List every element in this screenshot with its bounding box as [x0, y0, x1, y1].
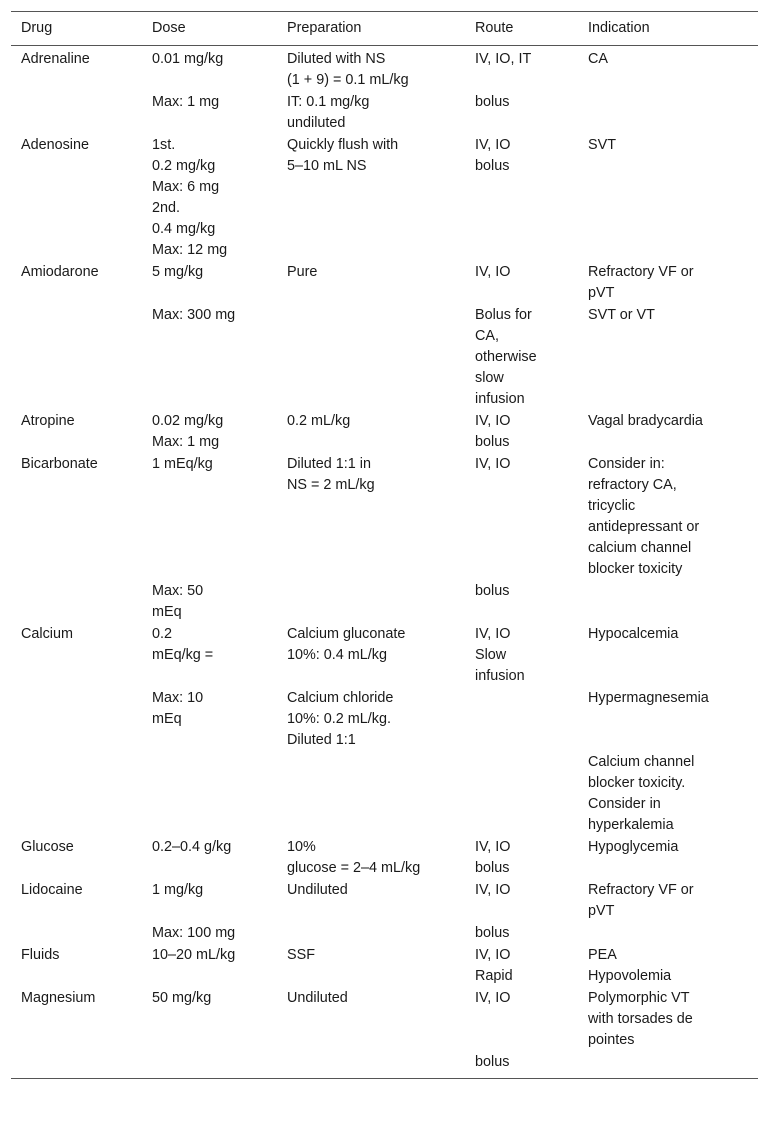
- cell-route: [465, 261, 578, 304]
- cell-line: Quickly flush with: [287, 137, 399, 153]
- cell-line: 1 mEq/kg: [152, 456, 213, 472]
- table-row: [11, 751, 758, 836]
- cell-route: [465, 304, 578, 410]
- cell-line: Max: 300 mg: [152, 307, 236, 323]
- cell-line: blocker toxicity: [588, 561, 683, 577]
- cell-preparation: [277, 453, 465, 580]
- cell-drug: [11, 304, 142, 410]
- cell-line: bolus: [475, 158, 510, 174]
- cell-dose: [142, 879, 277, 922]
- cell-line: Refractory VF or: [588, 264, 694, 280]
- cell-indication: [578, 1051, 758, 1079]
- cell-line: mEq/kg =: [152, 647, 214, 663]
- cell-line: Consider in:: [588, 456, 665, 472]
- cell-line: CA,: [475, 328, 499, 344]
- cell-preparation: [277, 580, 465, 623]
- cell-route: [465, 410, 578, 453]
- cell-line: 1st.: [152, 137, 176, 153]
- cell-drug: [11, 922, 142, 944]
- cell-route: [465, 836, 578, 879]
- cell-line: SVT: [588, 137, 616, 153]
- cell-route: [465, 134, 578, 261]
- cell-line: pVT: [588, 285, 615, 301]
- cell-line: CA: [588, 51, 608, 67]
- cell-line: IV, IO: [475, 839, 511, 855]
- cell-dose: [142, 987, 277, 1051]
- cell-line: 0.2–0.4 g/kg: [152, 839, 232, 855]
- cell-preparation: [277, 879, 465, 922]
- table-row: [11, 91, 758, 134]
- cell-line: IV, IO: [475, 456, 511, 472]
- cell-indication: [578, 922, 758, 944]
- cell-line: Hypovolemia: [588, 968, 672, 984]
- cell-indication: [578, 91, 758, 134]
- cell-line: Pure: [287, 264, 318, 280]
- cell-line: antidepressant or: [588, 519, 700, 535]
- cell-drug: [11, 836, 142, 879]
- cell-line: 0.2: [152, 626, 173, 642]
- cell-line: Magnesium: [21, 990, 96, 1006]
- cell-drug: [11, 944, 142, 987]
- cell-preparation: [277, 751, 465, 836]
- cell-line: Bolus for: [475, 307, 532, 323]
- cell-drug: [11, 46, 142, 92]
- table-row: [11, 944, 758, 987]
- cell-drug: [11, 879, 142, 922]
- cell-dose: [142, 687, 277, 751]
- cell-drug: [11, 1051, 142, 1079]
- cell-line: Calcium chloride: [287, 690, 394, 706]
- cell-line: bolus: [475, 925, 510, 941]
- cell-line: Fluids: [21, 947, 60, 963]
- cell-line: Adrenaline: [21, 51, 90, 67]
- cell-drug: [11, 453, 142, 580]
- cell-line: infusion: [475, 391, 525, 407]
- header-preparation: Preparation: [287, 20, 362, 36]
- cell-line: (1 + 9) = 0.1 mL/kg: [287, 72, 409, 88]
- cell-line: Max: 100 mg: [152, 925, 236, 941]
- cell-preparation: [277, 134, 465, 261]
- header-row: [11, 12, 758, 46]
- table-row: [11, 836, 758, 879]
- cell-indication: [578, 410, 758, 453]
- cell-line: IT: 0.1 mg/kg: [287, 94, 370, 110]
- cell-preparation: [277, 46, 465, 92]
- cell-line: Diluted 1:1 in: [287, 456, 371, 472]
- cell-line: 0.2 mL/kg: [287, 413, 351, 429]
- cell-line: Undiluted: [287, 882, 348, 898]
- cell-route: [465, 453, 578, 580]
- cell-line: Consider in: [588, 796, 661, 812]
- cell-route: [465, 623, 578, 687]
- cell-route: [465, 944, 578, 987]
- cell-line: NS = 2 mL/kg: [287, 477, 375, 493]
- cell-line: IV, IO: [475, 882, 511, 898]
- cell-drug: [11, 687, 142, 751]
- cell-line: 10%: [287, 839, 316, 855]
- cell-preparation: [277, 987, 465, 1051]
- table-row: [11, 134, 758, 261]
- cell-line: SVT or VT: [588, 307, 655, 323]
- cell-line: Max: 6 mg: [152, 179, 220, 195]
- cell-dose: [142, 304, 277, 410]
- cell-line: pointes: [588, 1032, 635, 1048]
- cell-line: mEq: [152, 711, 182, 727]
- cell-line: bolus: [475, 583, 510, 599]
- cell-line: 5 mg/kg: [152, 264, 204, 280]
- table-row: [11, 410, 758, 453]
- table-row: [11, 623, 758, 687]
- cell-line: Diluted with NS: [287, 51, 386, 67]
- cell-line: undiluted: [287, 115, 346, 131]
- cell-line: IV, IO: [475, 137, 511, 153]
- cell-line: Hypermagnesemia: [588, 690, 709, 706]
- cell-line: 0.4 mg/kg: [152, 221, 216, 237]
- header-dose: Dose: [152, 20, 186, 36]
- table-header: [11, 12, 758, 46]
- cell-route: [465, 751, 578, 836]
- cell-indication: [578, 944, 758, 987]
- cell-line: Lidocaine: [21, 882, 83, 898]
- cell-dose: [142, 46, 277, 92]
- cell-dose: [142, 836, 277, 879]
- table-row: [11, 304, 758, 410]
- cell-line: otherwise: [475, 349, 537, 365]
- cell-line: bolus: [475, 860, 510, 876]
- cell-line: Hypoglycemia: [588, 839, 679, 855]
- cell-indication: [578, 687, 758, 751]
- cell-line: hyperkalemia: [588, 817, 674, 833]
- cell-line: 2nd.: [152, 200, 181, 216]
- cell-line: pVT: [588, 903, 615, 919]
- cell-indication: [578, 836, 758, 879]
- cell-line: 0.02 mg/kg: [152, 413, 224, 429]
- header-indication: Indication: [588, 20, 650, 36]
- cell-line: Slow: [475, 647, 507, 663]
- cell-line: SSF: [287, 947, 315, 963]
- table-row: [11, 987, 758, 1051]
- cell-line: Glucose: [21, 839, 74, 855]
- header-drug: Drug: [21, 20, 53, 36]
- cell-indication: [578, 987, 758, 1051]
- cell-line: 50 mg/kg: [152, 990, 212, 1006]
- table-row: [11, 879, 758, 922]
- cell-line: Polymorphic VT: [588, 990, 690, 1006]
- cell-line: Calcium gluconate: [287, 626, 406, 642]
- table-body: [11, 46, 758, 1079]
- cell-dose: [142, 410, 277, 453]
- cell-preparation: [277, 304, 465, 410]
- cell-line: refractory CA,: [588, 477, 677, 493]
- cell-dose: [142, 580, 277, 623]
- cell-line: 10%: 0.4 mL/kg: [287, 647, 387, 663]
- cell-line: Refractory VF or: [588, 882, 694, 898]
- cell-indication: [578, 261, 758, 304]
- cell-line: IV, IO, IT: [475, 51, 532, 67]
- header-route: Route: [475, 20, 514, 36]
- cell-preparation: [277, 687, 465, 751]
- cell-route: [465, 46, 578, 92]
- cell-line: calcium channel: [588, 540, 692, 556]
- cell-drug: [11, 91, 142, 134]
- cell-line: IV, IO: [475, 264, 511, 280]
- cell-line: slow: [475, 370, 504, 386]
- cell-dose: [142, 91, 277, 134]
- cell-line: Bicarbonate: [21, 456, 98, 472]
- cell-route: [465, 987, 578, 1051]
- table-row: [11, 580, 758, 623]
- cell-line: Max: 50: [152, 583, 204, 599]
- cell-dose: [142, 261, 277, 304]
- cell-indication: [578, 453, 758, 580]
- cell-line: Max: 12 mg: [152, 242, 228, 258]
- cell-line: Vagal bradycardia: [588, 413, 703, 429]
- cell-line: glucose = 2–4 mL/kg: [287, 860, 421, 876]
- cell-drug: [11, 580, 142, 623]
- cell-preparation: [277, 261, 465, 304]
- cell-line: blocker toxicity.: [588, 775, 686, 791]
- cell-preparation: [277, 91, 465, 134]
- cell-line: IV, IO: [475, 990, 511, 1006]
- cell-line: Adenosine: [21, 137, 90, 153]
- cell-dose: [142, 134, 277, 261]
- cell-route: [465, 687, 578, 751]
- cell-line: Amiodarone: [21, 264, 99, 280]
- cell-route: [465, 91, 578, 134]
- cell-drug: [11, 987, 142, 1051]
- cell-indication: [578, 623, 758, 687]
- cell-line: 5–10 mL NS: [287, 158, 367, 174]
- cell-route: [465, 879, 578, 922]
- cell-line: IV, IO: [475, 947, 511, 963]
- cell-dose: [142, 1051, 277, 1079]
- table-row: [11, 46, 758, 92]
- cell-line: IV, IO: [475, 413, 511, 429]
- cell-line: 10–20 mL/kg: [152, 947, 236, 963]
- cell-line: Undiluted: [287, 990, 348, 1006]
- cell-line: bolus: [475, 434, 510, 450]
- cell-line: 0.01 mg/kg: [152, 51, 224, 67]
- cell-drug: [11, 623, 142, 687]
- cell-drug: [11, 134, 142, 261]
- cell-drug: [11, 261, 142, 304]
- cell-dose: [142, 751, 277, 836]
- cell-line: Max: 1 mg: [152, 434, 220, 450]
- cell-route: [465, 580, 578, 623]
- cell-indication: [578, 879, 758, 922]
- cell-dose: [142, 944, 277, 987]
- cell-dose: [142, 623, 277, 687]
- cell-line: Diluted 1:1: [287, 732, 356, 748]
- cell-line: PEA: [588, 947, 617, 963]
- cell-preparation: [277, 836, 465, 879]
- cell-line: Max: 1 mg: [152, 94, 220, 110]
- cell-indication: [578, 304, 758, 410]
- cell-line: IV, IO: [475, 626, 511, 642]
- cell-line: with torsades de: [588, 1011, 693, 1027]
- cell-line: Calcium channel: [588, 754, 695, 770]
- cell-line: tricyclic: [588, 498, 636, 514]
- cell-drug: [11, 410, 142, 453]
- cell-line: 1 mg/kg: [152, 882, 204, 898]
- cell-line: Max: 10: [152, 690, 204, 706]
- table-row: [11, 1051, 758, 1079]
- cell-preparation: [277, 922, 465, 944]
- cell-route: [465, 922, 578, 944]
- cell-dose: [142, 453, 277, 580]
- cell-indication: [578, 751, 758, 836]
- table-row: [11, 261, 758, 304]
- drug-dosage-table: [11, 11, 758, 1079]
- table-row: [11, 453, 758, 580]
- cell-indication: [578, 46, 758, 92]
- cell-indication: [578, 134, 758, 261]
- cell-line: mEq: [152, 604, 182, 620]
- table-row: [11, 922, 758, 944]
- cell-line: Hypocalcemia: [588, 626, 679, 642]
- table-row: [11, 687, 758, 751]
- cell-line: 0.2 mg/kg: [152, 158, 216, 174]
- cell-line: Calcium: [21, 626, 73, 642]
- cell-drug: [11, 751, 142, 836]
- cell-line: Atropine: [21, 413, 75, 429]
- cell-line: infusion: [475, 668, 525, 684]
- cell-preparation: [277, 1051, 465, 1079]
- cell-preparation: [277, 623, 465, 687]
- cell-preparation: [277, 944, 465, 987]
- cell-line: 10%: 0.2 mL/kg.: [287, 711, 391, 727]
- cell-dose: [142, 922, 277, 944]
- cell-route: [465, 1051, 578, 1079]
- cell-indication: [578, 580, 758, 623]
- cell-preparation: [277, 410, 465, 453]
- cell-line: Rapid: [475, 968, 513, 984]
- cell-line: bolus: [475, 94, 510, 110]
- cell-line: bolus: [475, 1054, 510, 1070]
